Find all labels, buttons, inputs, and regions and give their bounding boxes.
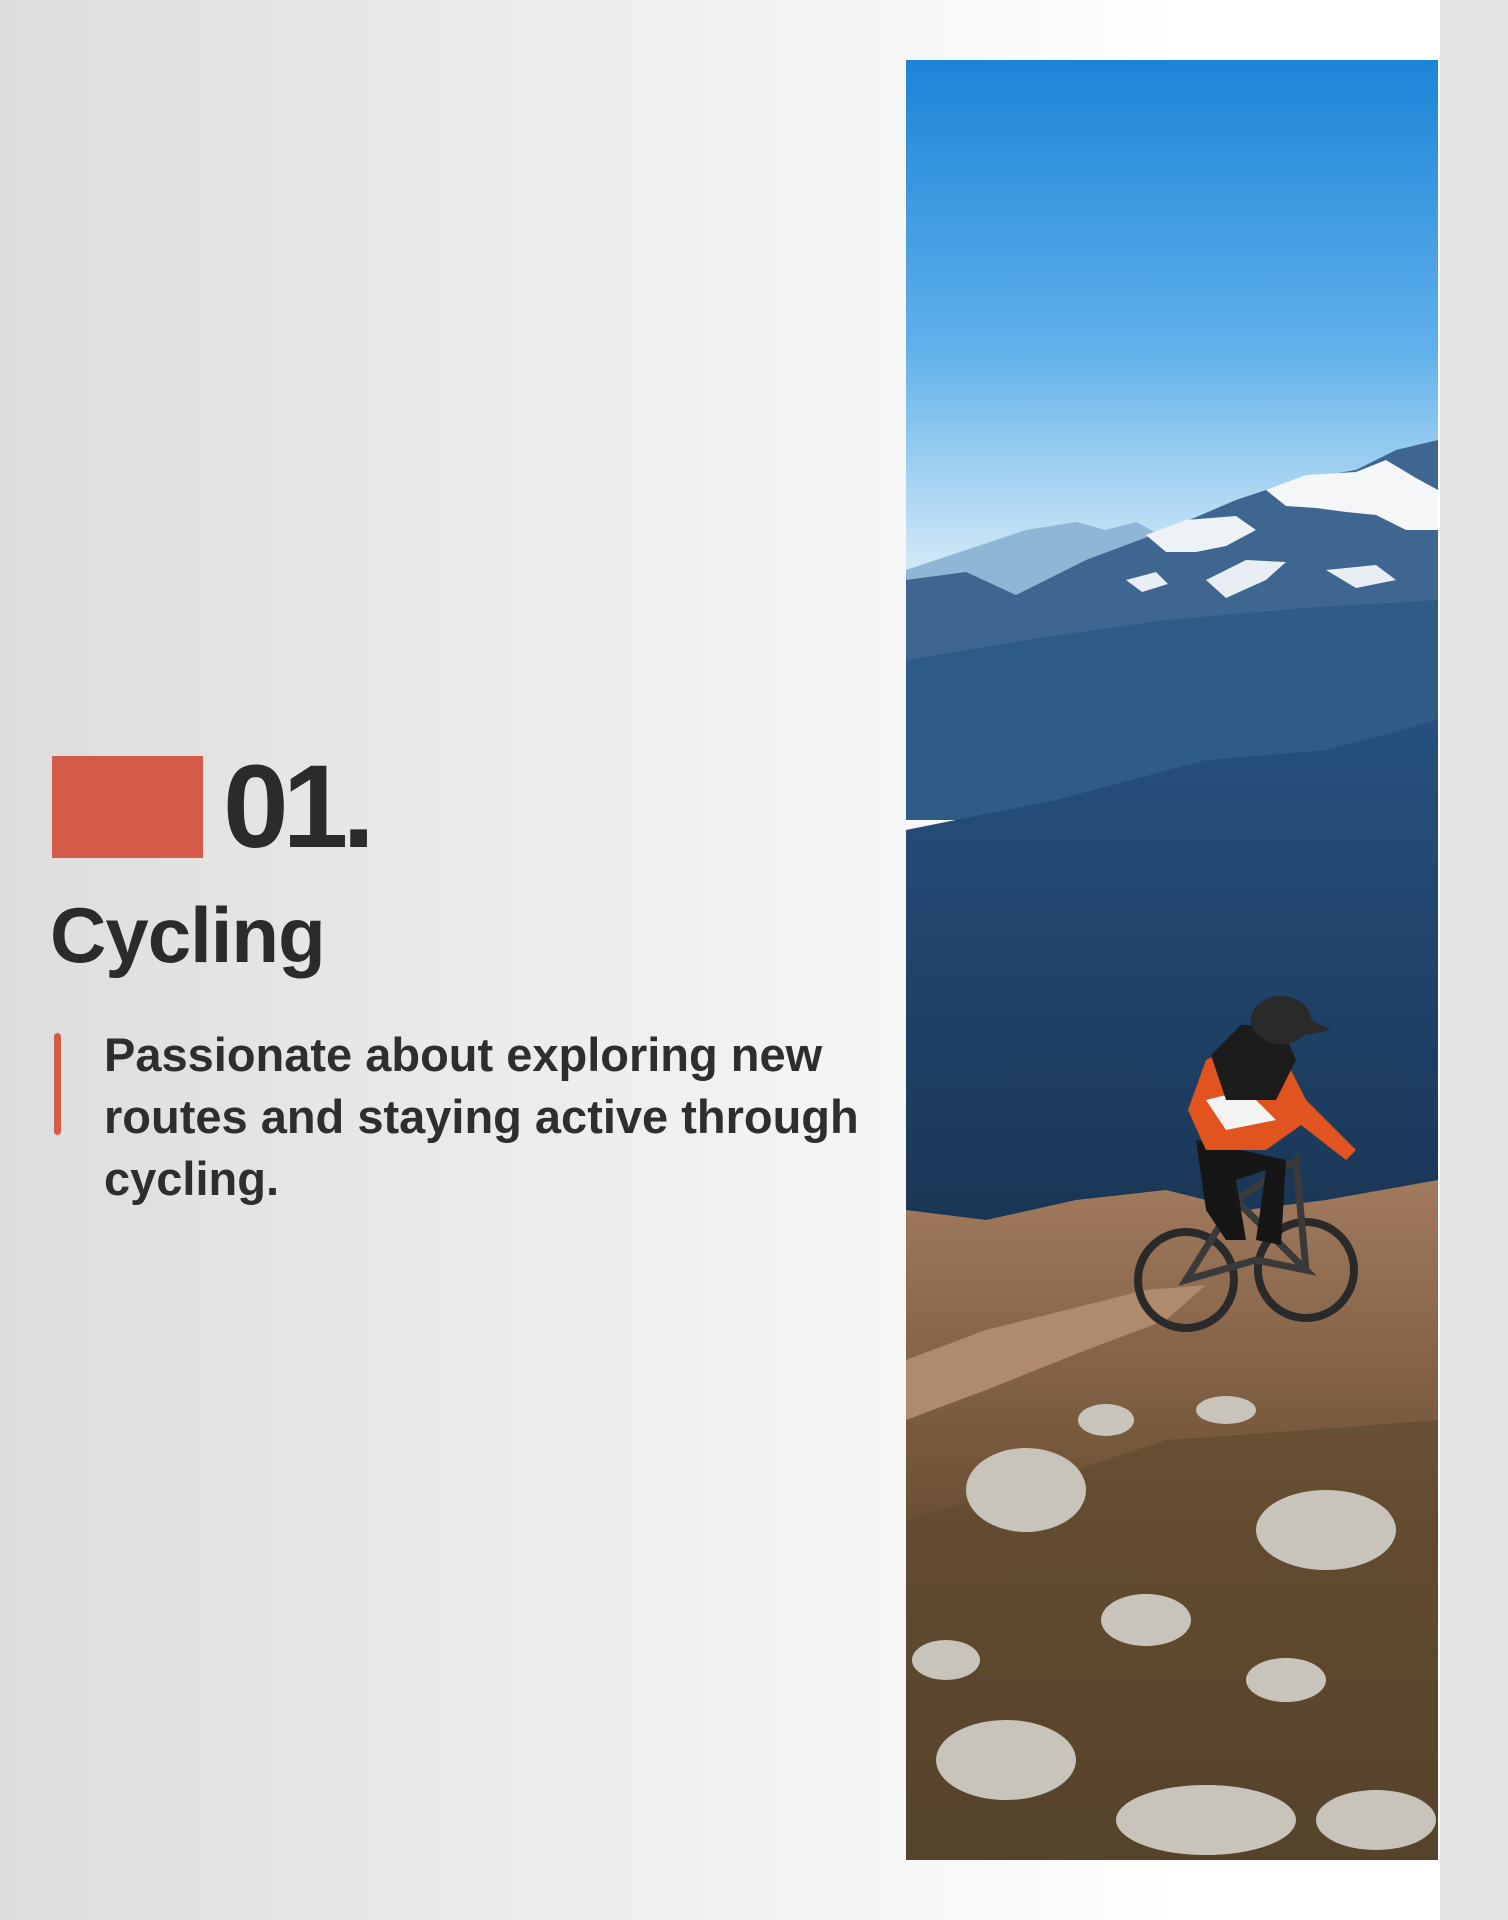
- photo-illustration: [906, 60, 1438, 1860]
- section-title: Cycling: [50, 891, 325, 979]
- section-number-row: [52, 741, 370, 873]
- description-accent-bar: [54, 1033, 61, 1135]
- section-description: Passionate about exploring new routes and staying active through cycling.: [104, 1028, 859, 1205]
- description-block: [54, 1024, 904, 1210]
- accent-block: [52, 756, 203, 858]
- section-number: 01.: [223, 741, 370, 873]
- mountain-biker-photo: [906, 60, 1438, 1860]
